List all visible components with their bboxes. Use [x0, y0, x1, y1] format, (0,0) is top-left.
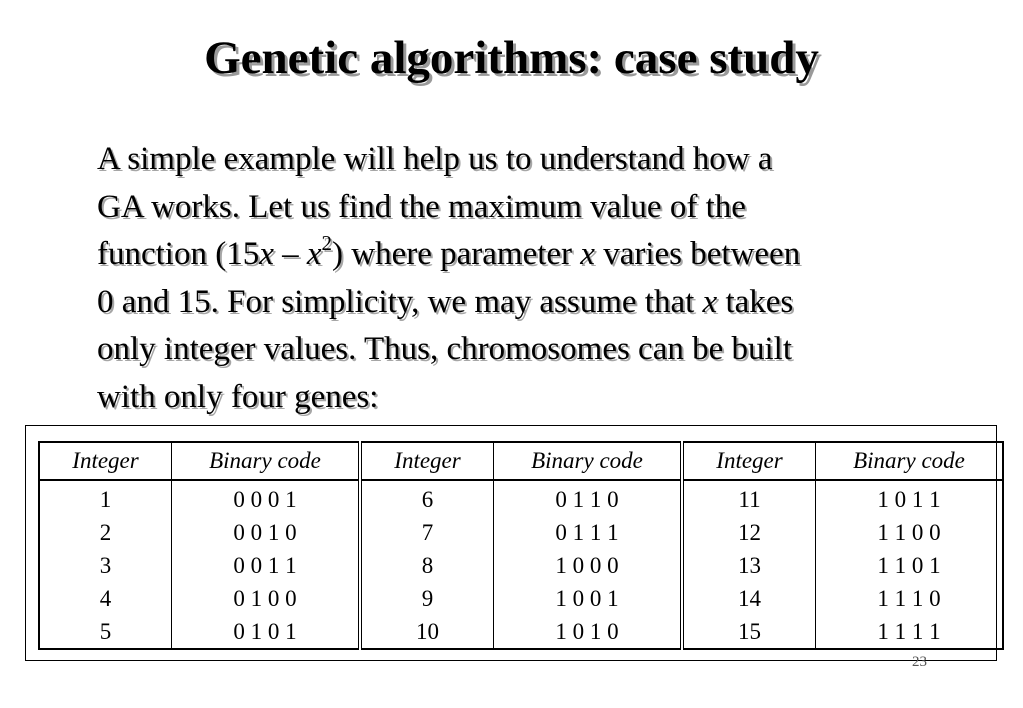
paragraph-line-4: [97, 279, 957, 327]
table-cell: 2: [39, 516, 172, 549]
table-cell: 1 0 1 0: [494, 615, 683, 649]
intro-paragraph: [97, 136, 957, 421]
slide-title: Genetic algorithms: case study: [204, 32, 819, 84]
variable-x: x: [580, 236, 595, 272]
table-cell: 0 1 1 1: [494, 516, 683, 549]
table-cell: 13: [682, 549, 816, 582]
table-cell: 10: [360, 615, 494, 649]
table-cell: 3: [39, 549, 172, 582]
table-cell: 14: [682, 582, 816, 615]
table-cell: 0 1 0 0: [172, 582, 361, 615]
text-fragment: ) where parameter: [332, 236, 581, 272]
column-header: Integer: [682, 442, 816, 480]
paragraph-line-5: only integer values. Thus, chromosomes can be built: [97, 331, 792, 367]
paragraph-line-1: A simple example will help us to understand how a: [97, 141, 773, 177]
table-cell: 0 0 1 1: [172, 549, 361, 582]
table-cell: 15: [682, 615, 816, 649]
text-fragment: varies between: [594, 236, 801, 272]
table-cell: 1: [39, 480, 172, 516]
paragraph-line-2: GA works. Let us find the maximum value of the: [97, 188, 746, 225]
text-fragment: –: [273, 236, 307, 272]
table-cell: 0 1 1 0: [494, 480, 683, 516]
table-header-row: [39, 442, 1003, 480]
table-row: [39, 549, 1003, 582]
table-cell: 8: [360, 549, 494, 582]
table-cell: 9: [360, 582, 494, 615]
table-cell: 1 1 0 1: [877, 553, 941, 578]
table-cell: 0 0 0 1: [172, 480, 361, 516]
paragraph-line-6: with only four genes:: [97, 378, 379, 415]
table-cell: 0 1 0 1: [172, 615, 361, 649]
exponent: 2: [321, 231, 333, 255]
table-cell: 1 0 0 0: [494, 549, 683, 582]
table-cell: 12: [682, 516, 816, 549]
variable-x: x: [702, 283, 718, 320]
table-cell: 7: [360, 516, 494, 549]
table-cell: 1 1 1 0: [877, 586, 941, 611]
column-header: Binary code: [853, 448, 965, 473]
variable-x: x: [306, 236, 322, 272]
table-cell: 0 0 1 0: [172, 516, 361, 549]
text-fragment: takes: [717, 283, 794, 320]
table-cell: 1 1 0 0: [877, 520, 941, 545]
table-cell: 1 0 1 1: [877, 487, 941, 512]
page-number: 23: [912, 654, 927, 670]
column-header: Integer: [360, 442, 494, 480]
table-row: [39, 582, 1003, 615]
text-fragment: 0 and 15. For simplicity, we may assume that: [97, 283, 703, 320]
column-header: Binary code: [494, 442, 683, 480]
paragraph-line-3: [97, 231, 957, 279]
column-header: Integer: [39, 442, 172, 480]
table-cell: 1 1 1 1: [877, 619, 941, 644]
table-row: [39, 480, 1003, 516]
column-header: Binary code: [172, 442, 361, 480]
table-cell: 11: [682, 480, 816, 516]
variable-x: x: [259, 236, 274, 272]
text-fragment: function (15: [97, 236, 260, 272]
table-row: [39, 516, 1003, 549]
table-cell: 4: [39, 582, 172, 615]
binary-code-table: [38, 441, 1004, 650]
table-cell: 5: [39, 615, 172, 649]
table-row: [39, 615, 1003, 649]
table-cell: 1 0 0 1: [494, 582, 683, 615]
table-cell: 6: [360, 480, 494, 516]
